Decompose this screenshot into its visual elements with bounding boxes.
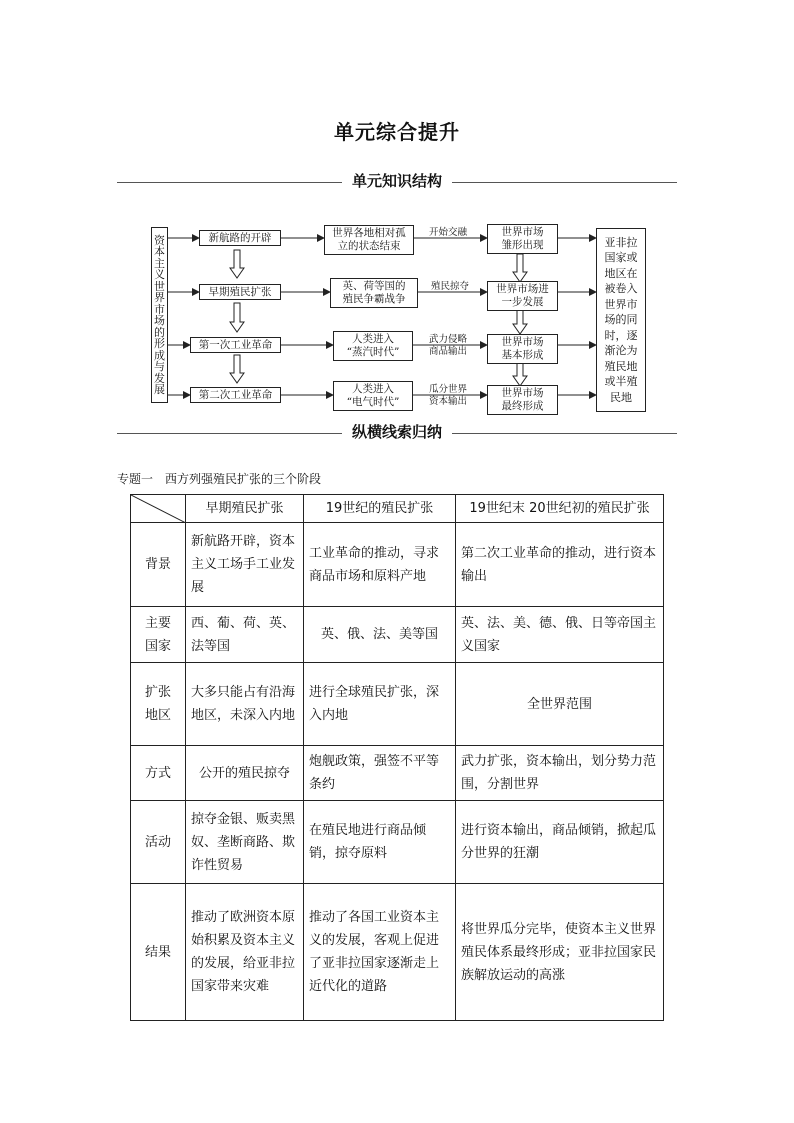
table-cell: 推动了各国工业资本主义的发展，客观上促进了亚非拉国家逐渐走上近代化的道路 bbox=[304, 884, 456, 1021]
event-line: “电气时代” bbox=[346, 396, 400, 408]
topic-title: 专题一 西方列强殖民扩张的三个阶段 bbox=[117, 472, 322, 486]
event-line: 人类进入 bbox=[352, 383, 394, 395]
market-box bbox=[487, 224, 558, 254]
arrow-label: 武力侵略 商品输出 bbox=[428, 334, 467, 357]
event-line: 立的状态结束 bbox=[337, 240, 401, 252]
market-line: 世界市场 bbox=[501, 336, 544, 348]
table-cell: 进行资本输出，商品倾销，掀起瓜分世界的狂潮 bbox=[456, 801, 664, 884]
market-line: 雏形出现 bbox=[501, 239, 544, 251]
section-header-clues bbox=[117, 421, 677, 445]
market-box bbox=[487, 334, 558, 364]
table-header-row bbox=[131, 495, 664, 523]
table-cell: 新航路开辟，资本主义工场手工业发展 bbox=[186, 523, 304, 607]
row-header bbox=[131, 607, 186, 663]
table-row bbox=[131, 884, 664, 1021]
expansion-table bbox=[130, 494, 664, 1021]
stage-label: 新航路的开辟 bbox=[208, 231, 272, 244]
section-title: 单元知识结构 bbox=[342, 172, 452, 190]
arrow-label: 开始交融 bbox=[428, 227, 467, 238]
row-header: 方式 bbox=[131, 746, 186, 801]
table-cell: 武力扩张，资本输出，划分势力范围，分割世界 bbox=[456, 746, 664, 801]
stage-label: 第一次工业革命 bbox=[198, 338, 273, 351]
event-box bbox=[324, 225, 414, 255]
market-line: 世界市场进 bbox=[496, 283, 549, 295]
stage-box bbox=[190, 387, 281, 403]
table-row bbox=[131, 523, 664, 607]
table-row bbox=[131, 663, 664, 746]
column-header: 早期殖民扩张 bbox=[186, 495, 304, 523]
table-cell: 进行全球殖民扩张，深入内地 bbox=[304, 663, 456, 746]
diagonal-line bbox=[131, 495, 186, 523]
page-title: 单元综合提升 bbox=[334, 120, 460, 144]
market-line: 一步发展 bbox=[501, 296, 544, 308]
market-line: 最终形成 bbox=[501, 400, 544, 412]
column-header: 19世纪的殖民扩张 bbox=[304, 495, 456, 523]
table-cell: 英、俄、法、美等国 bbox=[304, 607, 456, 663]
table-cell: 掠夺金银、贩卖黑奴、垄断商路、欺诈性贸易 bbox=[186, 801, 304, 884]
row-header bbox=[131, 663, 186, 746]
event-box bbox=[333, 331, 413, 361]
side-label: 资本主义世界市场的形成与发展 bbox=[154, 233, 165, 396]
row-header-text: 主要国家 bbox=[144, 615, 171, 654]
table-row bbox=[131, 801, 664, 884]
column-header: 19世纪末 20世纪初的殖民扩张 bbox=[456, 495, 664, 523]
table-cell: 第二次工业革命的推动，进行资本输出 bbox=[456, 523, 664, 607]
arrow-label: 殖民掠夺 bbox=[430, 281, 469, 292]
stage-box bbox=[199, 230, 281, 246]
table-cell: 大多只能占有沿海地区，未深入内地 bbox=[186, 663, 304, 746]
arrow-label: 瓜分世界 资本输出 bbox=[428, 384, 467, 407]
stage-box bbox=[199, 284, 281, 300]
side-label-box bbox=[151, 227, 168, 403]
knowledge-structure-diagram bbox=[0, 0, 794, 430]
section-title: 纵横线索归纳 bbox=[342, 423, 452, 441]
stage-box bbox=[190, 337, 281, 353]
row-header: 活动 bbox=[131, 801, 186, 884]
event-line: 人类进入 bbox=[352, 333, 394, 345]
table-cell: 西、葡、荷、英、法等国 bbox=[186, 607, 304, 663]
row-header: 背景 bbox=[131, 523, 186, 607]
table-row bbox=[131, 607, 664, 663]
diagram-connectors bbox=[0, 0, 794, 430]
table-cell: 公开的殖民掠夺 bbox=[186, 746, 304, 801]
event-line: 殖民争霸战争 bbox=[342, 293, 406, 305]
diagonal-header-cell bbox=[131, 495, 186, 523]
market-box bbox=[487, 281, 558, 311]
table-cell: 在殖民地进行商品倾销，掠夺原料 bbox=[304, 801, 456, 884]
table-cell: 炮舰政策，强签不平等条约 bbox=[304, 746, 456, 801]
event-line: 世界各地相对孤 bbox=[332, 227, 406, 239]
stage-label: 第二次工业革命 bbox=[198, 388, 273, 401]
event-line: “蒸汽时代” bbox=[346, 346, 400, 358]
stage-label: 早期殖民扩张 bbox=[208, 285, 272, 298]
result-box bbox=[596, 228, 646, 412]
event-box bbox=[333, 381, 413, 411]
market-line: 基本形成 bbox=[501, 349, 544, 361]
table-cell: 工业革命的推动，寻求商品市场和原料产地 bbox=[304, 523, 456, 607]
table-cell: 推动了欧洲资本原始积累及资本主义的发展，给亚非拉国家带来灾难 bbox=[186, 884, 304, 1021]
event-box bbox=[330, 278, 418, 308]
market-line: 世界市场 bbox=[501, 387, 544, 399]
market-line: 世界市场 bbox=[501, 226, 544, 238]
row-header: 结果 bbox=[131, 884, 186, 1021]
table-cell: 将世界瓜分完毕，使资本主义世界殖民体系最终形成；亚非拉国家民族解放运动的高涨 bbox=[456, 884, 664, 1021]
table-cell: 全世界范围 bbox=[456, 663, 664, 746]
table-row bbox=[131, 746, 664, 801]
result-text: 亚非拉国家或地区在被卷入世界市场的同时，逐渐沦为殖民地或半殖民地 bbox=[604, 235, 638, 404]
row-header-text: 扩张地区 bbox=[144, 685, 171, 723]
market-box bbox=[487, 385, 558, 415]
event-line: 英、荷等国的 bbox=[342, 280, 406, 292]
table-cell: 英、法、美、德、俄、日等帝国主义国家 bbox=[456, 607, 664, 663]
